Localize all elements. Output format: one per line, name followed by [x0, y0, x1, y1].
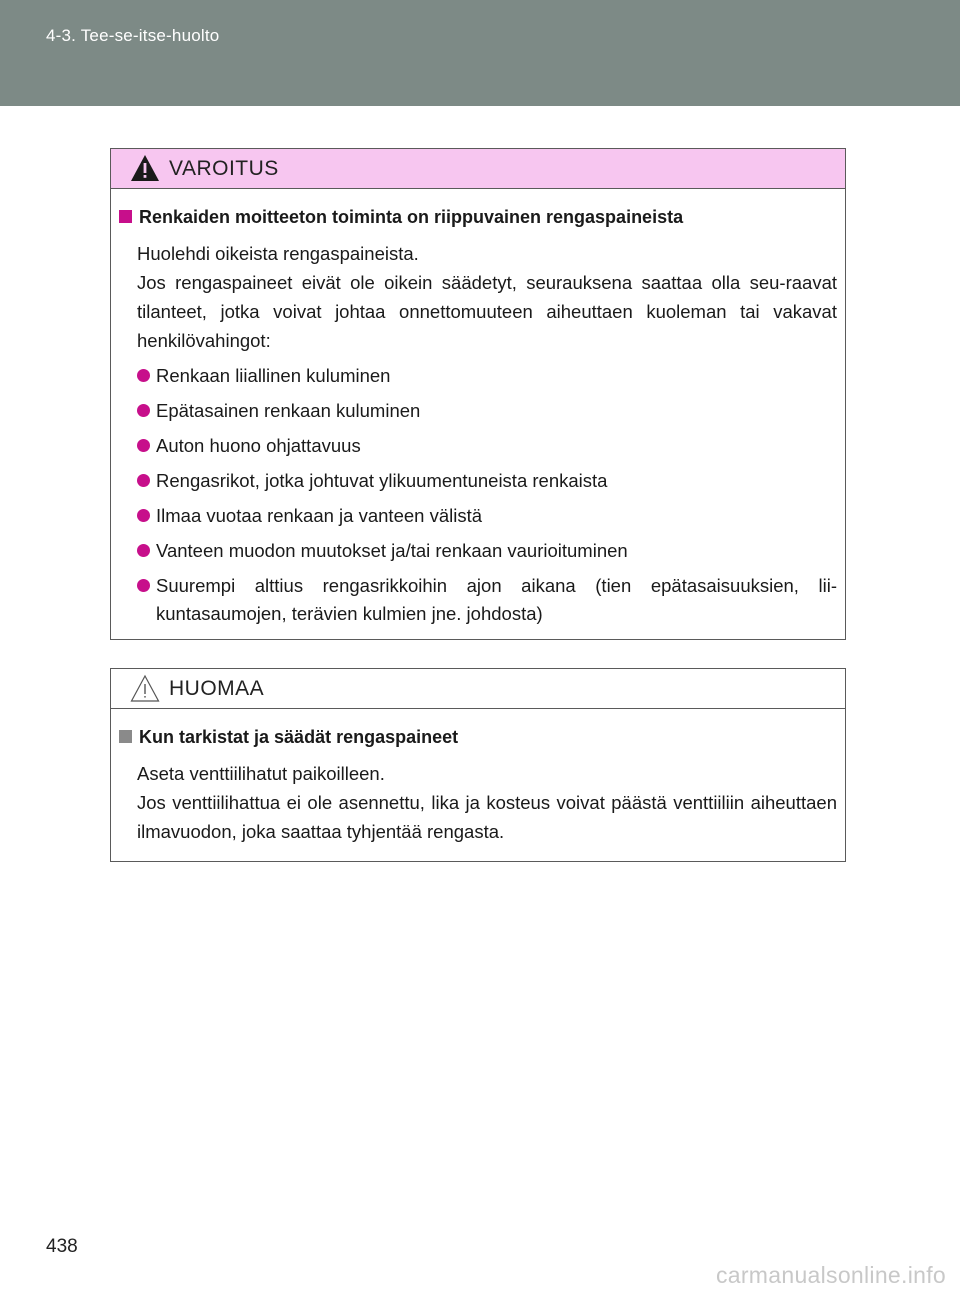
list-item: Auton huono ohjattavuus: [137, 432, 837, 460]
notice-box: [110, 668, 846, 862]
watermark: carmanualsonline.info: [715, 1262, 946, 1288]
list-item: Suurempi alttius rengasrikkoihin ajon aikana (tien epätasaisuuksien, lii-kuntasaumojen, terävien kulmien jne. johdosta): [137, 572, 837, 628]
section-title: 4-3. Tee-se-itse-huolto: [46, 26, 220, 45]
warning-section-heading: [119, 205, 837, 229]
warning-box-header: [111, 149, 845, 189]
warning-title: Renkaiden moitteeton toiminta on riippuvainen rengaspaineista: [139, 207, 684, 227]
round-bullet-icon: [137, 404, 150, 417]
notice-paragraph: [137, 759, 837, 846]
warning-triangle-filled-icon: [129, 153, 161, 183]
notice-box-body: [111, 709, 845, 846]
square-bullet-icon: [119, 210, 132, 223]
round-bullet-icon: [137, 509, 150, 522]
notice-box-header: [111, 669, 845, 709]
warning-bullet-list: [137, 362, 837, 628]
list-item: Rengasrikot, jotka johtuvat ylikuumentuneista renkaista: [137, 467, 837, 495]
round-bullet-icon: [137, 369, 150, 382]
list-item: Epätasainen renkaan kuluminen: [137, 397, 837, 425]
notice-label: HUOMAA: [169, 677, 265, 700]
square-bullet-icon: [119, 730, 132, 743]
warning-box-body: [111, 189, 845, 628]
notice-section-heading: [119, 725, 837, 749]
round-bullet-icon: [137, 544, 150, 557]
list-item: Ilmaa vuotaa renkaan ja vanteen välistä: [137, 502, 837, 530]
warning-paragraph: [137, 239, 837, 355]
warning-label: VAROITUS: [169, 157, 279, 180]
round-bullet-icon: [137, 474, 150, 487]
notice-intro: Aseta venttiilihatut paikoilleen.: [137, 763, 385, 784]
round-bullet-icon: [137, 439, 150, 452]
notice-text: Jos venttiilihattua ei ole asennettu, lika ja kosteus voivat päästä venttiiliin aiheuttaen ilmavuodon, joka saattaa tyhjentää rengasta.: [137, 792, 837, 842]
list-item: Renkaan liiallinen kuluminen: [137, 362, 837, 390]
warning-intro: Huolehdi oikeista rengaspaineista.: [137, 243, 419, 264]
page-number: 438: [46, 1236, 78, 1257]
round-bullet-icon: [137, 579, 150, 592]
warning-triangle-outline-icon: [129, 673, 161, 703]
notice-title: Kun tarkistat ja säädät rengaspaineet: [139, 727, 459, 747]
warning-box: [110, 148, 846, 640]
page-header: [0, 0, 960, 106]
warning-text: Jos rengaspaineet eivät ole oikein säädetyt, seurauksena saattaa olla seu-raavat tilanteet, jotka voivat johtaa onnettomuuteen aiheuttaen kuoleman tai vakavat henkilövahingot:: [137, 272, 837, 351]
list-item: Vanteen muodon muutokset ja/tai renkaan vaurioituminen: [137, 537, 837, 565]
